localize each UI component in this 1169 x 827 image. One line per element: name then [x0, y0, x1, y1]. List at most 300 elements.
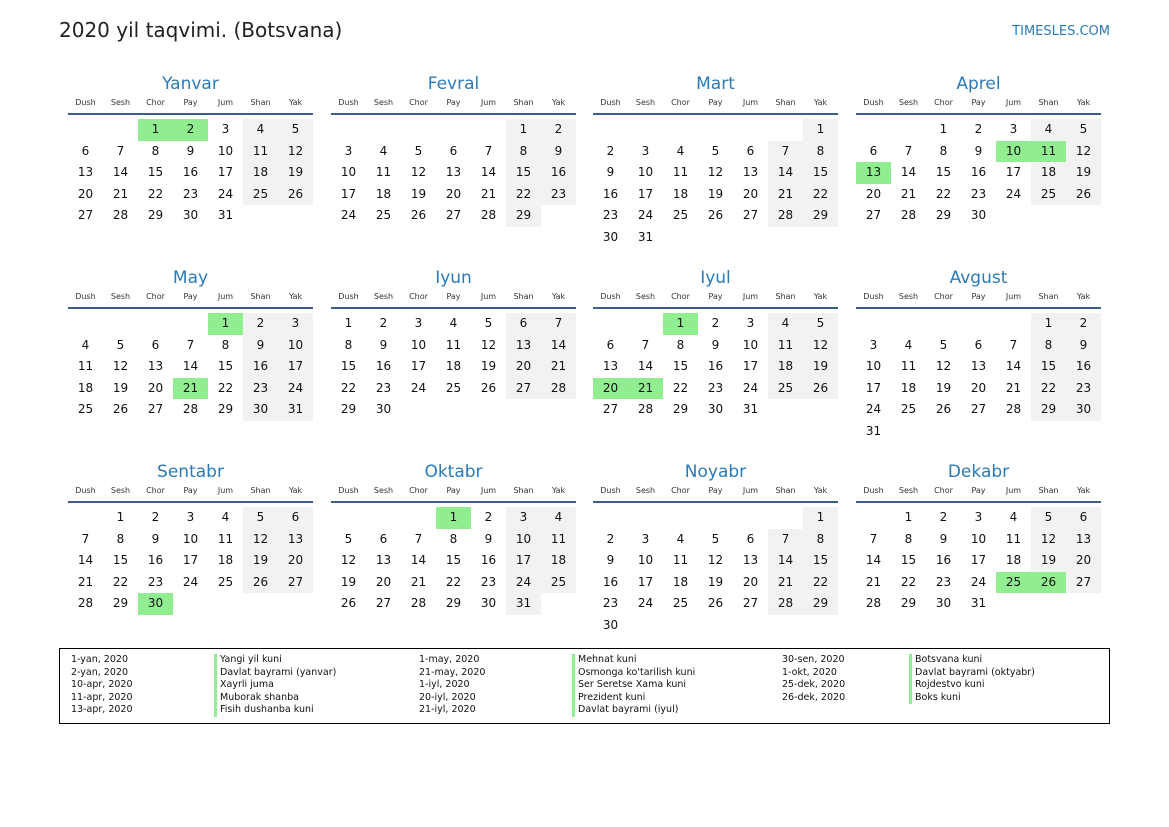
day-cell: 20: [506, 356, 541, 378]
legend-date: 11-apr, 2020: [71, 691, 133, 703]
day-cell: 22: [217, 380, 234, 395]
day-cell: 24: [182, 574, 199, 589]
day-cell: 2: [541, 119, 576, 141]
day-cell: 21: [77, 574, 94, 589]
day-cell: 24: [506, 572, 541, 594]
day-cell: 18: [77, 380, 94, 395]
day-cell: 12: [707, 553, 724, 568]
weekday-name: Shan: [1038, 292, 1059, 301]
day-cell: 16: [541, 162, 576, 184]
day-cell: 16: [480, 553, 497, 568]
day-cell: 20: [742, 574, 759, 589]
day-cell: 3: [186, 510, 195, 524]
day-cell: 7: [1009, 337, 1018, 352]
weekday-name: Sesh: [373, 98, 394, 107]
day-cell: 25: [445, 380, 462, 395]
weekday-name: Sesh: [898, 486, 919, 495]
day-cell: 18: [217, 553, 234, 568]
legend-holiday-name: Davlat bayrami (yanvar): [214, 667, 336, 680]
day-grid: [68, 313, 313, 421]
day-cell: 27: [445, 208, 462, 223]
legend-date: 1-iyl, 2020: [419, 679, 470, 690]
legend-date: 13-apr, 2020: [71, 704, 133, 715]
empty-cell: [68, 313, 103, 335]
day-cell: 14: [637, 359, 654, 374]
day-cell: 19: [243, 550, 278, 572]
empty-cell: [593, 119, 628, 141]
month-dekabr: [856, 462, 1101, 615]
day-cell: 8: [1031, 335, 1066, 357]
day-cell: 18: [768, 356, 803, 378]
holiday-day-cell: 13: [856, 162, 891, 184]
weekday-name: Jum: [480, 292, 497, 301]
day-cell: 5: [278, 119, 313, 141]
holiday-day-cell: 21: [628, 378, 663, 400]
day-cell: 10: [865, 359, 882, 374]
weekday-name: Shan: [250, 98, 271, 107]
day-cell: 15: [672, 359, 689, 374]
day-cell: 2: [711, 316, 720, 330]
weekday-header: [68, 290, 313, 309]
day-cell: 6: [974, 337, 983, 352]
day-cell: 7: [186, 337, 195, 352]
holiday-legend: [59, 648, 1110, 724]
day-cell: 3: [974, 510, 983, 524]
day-cell: 22: [1031, 378, 1066, 400]
day-cell: 14: [480, 165, 497, 180]
day-cell: 7: [541, 313, 576, 335]
day-cell: 29: [217, 402, 234, 417]
weekday-name: Chor: [409, 486, 428, 495]
weekday-name: Pay: [708, 486, 723, 495]
day-cell: 5: [803, 313, 838, 335]
day-grid: [331, 119, 576, 227]
empty-cell: [471, 119, 506, 141]
day-cell: 11: [445, 337, 462, 352]
day-cell: 17: [182, 553, 199, 568]
day-cell: 20: [77, 186, 94, 201]
empty-cell: [138, 313, 173, 335]
empty-cell: [698, 507, 733, 529]
day-cell: 18: [672, 186, 689, 201]
weekday-name: Yak: [1076, 292, 1091, 301]
day-cell: 4: [81, 337, 90, 352]
day-cell: 3: [278, 313, 313, 335]
month-name: May: [172, 268, 209, 288]
day-grid: [331, 507, 576, 615]
legend-date: 30-sen, 2020: [782, 654, 845, 665]
day-cell: 30: [182, 208, 199, 223]
month-name: Iyun: [435, 268, 472, 288]
day-cell: 5: [344, 531, 353, 546]
day-cell: 26: [707, 208, 724, 223]
legend-date: 26-dek, 2020: [782, 691, 846, 703]
weekday-name: Pay: [183, 98, 198, 107]
holiday-day-cell: 1: [138, 119, 173, 141]
day-cell: 15: [112, 553, 129, 568]
day-grid: [68, 507, 313, 615]
day-cell: 9: [151, 531, 160, 546]
day-cell: 29: [340, 402, 357, 417]
day-cell: 15: [900, 553, 917, 568]
day-cell: 20: [445, 186, 462, 201]
weekday-name: Pay: [971, 292, 986, 301]
day-cell: 13: [375, 553, 392, 568]
weekday-name: Dush: [75, 98, 96, 107]
day-cell: 27: [375, 596, 392, 611]
weekday-name: Chor: [671, 292, 690, 301]
day-cell: 21: [865, 574, 882, 589]
day-cell: 5: [243, 507, 278, 529]
day-cell: 23: [147, 574, 164, 589]
month-name: Aprel: [956, 74, 1001, 94]
day-cell: 7: [904, 143, 913, 158]
day-cell: 18: [672, 574, 689, 589]
weekday-name: Shan: [250, 486, 271, 495]
empty-cell: [628, 119, 663, 141]
weekday-name: Sesh: [110, 292, 131, 301]
day-cell: 18: [1005, 553, 1022, 568]
day-cell: 5: [484, 316, 493, 330]
day-cell: 7: [414, 531, 423, 546]
empty-cell: [926, 313, 961, 335]
day-cell: 16: [602, 574, 619, 589]
day-cell: 8: [904, 531, 913, 546]
day-cell: 20: [375, 574, 392, 589]
day-cell: 18: [375, 186, 392, 201]
day-cell: 2: [606, 143, 615, 158]
day-cell: 8: [151, 143, 160, 158]
day-grid: [856, 119, 1101, 227]
day-cell: 31: [637, 229, 654, 244]
weekday-name: Yak: [813, 486, 828, 495]
day-cell: 28: [182, 402, 199, 417]
weekday-name: Pay: [971, 98, 986, 107]
empty-cell: [628, 313, 663, 335]
legend-date: 20-iyl, 2020: [419, 691, 476, 703]
day-cell: 22: [803, 184, 838, 206]
day-cell: 16: [602, 186, 619, 201]
day-cell: 13: [278, 529, 313, 551]
empty-cell: [856, 507, 891, 529]
empty-cell: [436, 119, 471, 141]
weekday-name: Sesh: [635, 98, 656, 107]
weekday-name: Chor: [671, 486, 690, 495]
day-cell: 17: [637, 186, 654, 201]
empty-cell: [103, 119, 138, 141]
day-cell: 13: [77, 165, 94, 180]
day-cell: 1: [939, 122, 948, 136]
day-cell: 27: [742, 208, 759, 223]
day-cell: 25: [375, 208, 392, 223]
day-cell: 10: [637, 553, 654, 568]
day-cell: 17: [340, 186, 357, 201]
legend-names: [214, 654, 336, 717]
day-cell: 4: [221, 510, 230, 524]
day-cell: 16: [147, 553, 164, 568]
weekday-name: Dush: [600, 98, 621, 107]
empty-cell: [856, 119, 891, 141]
day-cell: 14: [77, 553, 94, 568]
day-cell: 3: [344, 143, 353, 158]
empty-cell: [331, 507, 366, 529]
day-cell: 31: [217, 208, 234, 223]
weekday-name: Shan: [250, 292, 271, 301]
day-cell: 2: [1066, 313, 1101, 335]
day-cell: 7: [768, 529, 803, 551]
weekday-name: Chor: [146, 292, 165, 301]
day-cell: 29: [803, 205, 838, 227]
day-cell: 11: [77, 359, 94, 374]
day-cell: 24: [637, 596, 654, 611]
day-cell: 29: [900, 596, 917, 611]
day-cell: 23: [602, 208, 619, 223]
empty-cell: [401, 507, 436, 529]
day-cell: 27: [865, 208, 882, 223]
day-grid: [593, 119, 838, 249]
weekday-name: Jum: [217, 486, 234, 495]
weekday-name: Chor: [146, 98, 165, 107]
day-cell: 27: [602, 402, 619, 417]
weekday-name: Jum: [1005, 486, 1022, 495]
empty-cell: [768, 507, 803, 529]
day-cell: 12: [1031, 529, 1066, 551]
day-cell: 17: [865, 380, 882, 395]
day-cell: 6: [746, 531, 755, 546]
day-cell: 4: [768, 313, 803, 335]
day-cell: 11: [243, 141, 278, 163]
day-cell: 23: [182, 186, 199, 201]
day-cell: 21: [768, 184, 803, 206]
day-cell: 24: [278, 378, 313, 400]
day-cell: 17: [970, 553, 987, 568]
day-cell: 20: [865, 186, 882, 201]
day-cell: 9: [1066, 335, 1101, 357]
month-fevral: [331, 74, 576, 227]
day-cell: 27: [1066, 572, 1101, 594]
legend-names: [909, 654, 1035, 704]
day-cell: 12: [410, 165, 427, 180]
weekday-name: Yak: [288, 98, 303, 107]
weekday-name: Dush: [863, 98, 884, 107]
day-cell: 26: [243, 572, 278, 594]
day-cell: 16: [970, 165, 987, 180]
day-cell: 19: [707, 574, 724, 589]
day-cell: 4: [1031, 119, 1066, 141]
empty-cell: [68, 119, 103, 141]
day-cell: 17: [217, 165, 234, 180]
legend-dates: [419, 654, 485, 717]
day-cell: 17: [1005, 165, 1022, 180]
weekday-name: Jum: [742, 486, 759, 495]
day-cell: 4: [904, 337, 913, 352]
day-cell: 12: [803, 335, 838, 357]
day-cell: 11: [217, 531, 234, 546]
day-cell: 10: [340, 165, 357, 180]
day-cell: 9: [939, 531, 948, 546]
day-grid: [593, 507, 838, 637]
day-cell: 24: [1005, 186, 1022, 201]
day-cell: 16: [375, 359, 392, 374]
day-cell: 28: [1005, 402, 1022, 417]
day-cell: 6: [506, 313, 541, 335]
day-cell: 21: [410, 574, 427, 589]
weekday-name: Chor: [934, 486, 953, 495]
day-cell: 2: [606, 531, 615, 546]
site-link[interactable]: TIMESLES.COM: [1012, 24, 1110, 39]
weekday-name: Jum: [742, 98, 759, 107]
legend-holiday-name: Xayrli juma: [214, 679, 336, 692]
day-cell: 14: [410, 553, 427, 568]
holiday-day-cell: 2: [173, 119, 208, 141]
day-cell: 29: [672, 402, 689, 417]
day-cell: 3: [641, 531, 650, 546]
weekday-name: Pay: [971, 486, 986, 495]
day-cell: 11: [672, 165, 689, 180]
day-cell: 2: [379, 316, 388, 330]
day-cell: 6: [1066, 507, 1101, 529]
day-cell: 24: [637, 208, 654, 223]
weekday-name: Pay: [708, 292, 723, 301]
day-cell: 25: [768, 378, 803, 400]
day-cell: 26: [707, 596, 724, 611]
day-cell: 10: [278, 335, 313, 357]
day-cell: 12: [707, 165, 724, 180]
day-cell: 5: [711, 143, 720, 158]
day-cell: 6: [379, 531, 388, 546]
day-cell: 8: [676, 337, 685, 352]
day-cell: 15: [340, 359, 357, 374]
day-cell: 18: [1031, 162, 1066, 184]
day-cell: 8: [506, 141, 541, 163]
day-cell: 9: [484, 531, 493, 546]
day-cell: 26: [480, 380, 497, 395]
day-cell: 13: [742, 165, 759, 180]
empty-cell: [68, 507, 103, 529]
empty-cell: [331, 119, 366, 141]
day-cell: 29: [147, 208, 164, 223]
month-name: Noyabr: [684, 462, 747, 482]
day-cell: 5: [1031, 507, 1066, 529]
weekday-name: Yak: [551, 98, 566, 107]
day-cell: 25: [900, 402, 917, 417]
legend-holiday-name: Osmonga ko'tarilish kuni: [572, 667, 695, 680]
day-cell: 28: [480, 208, 497, 223]
day-cell: 14: [541, 335, 576, 357]
day-cell: 4: [1009, 510, 1018, 524]
empty-cell: [733, 507, 768, 529]
day-cell: 8: [344, 337, 353, 352]
month-name: Iyul: [700, 268, 731, 288]
day-cell: 28: [900, 208, 917, 223]
day-cell: 9: [541, 141, 576, 163]
legend-date: 1-okt, 2020: [782, 666, 837, 678]
day-cell: 23: [480, 574, 497, 589]
day-cell: 22: [803, 572, 838, 594]
day-cell: 11: [1005, 531, 1022, 546]
day-cell: 26: [340, 596, 357, 611]
weekday-header: [856, 96, 1101, 115]
weekday-name: Dush: [338, 486, 359, 495]
day-cell: 10: [637, 165, 654, 180]
legend-holiday-name: Prezident kuni: [572, 692, 695, 705]
holiday-day-cell: 1: [436, 507, 471, 529]
day-cell: 7: [81, 531, 90, 546]
legend-holiday-name: Davlat bayrami (oktyabr): [909, 667, 1035, 680]
weekday-header: [856, 290, 1101, 309]
weekday-name: Sesh: [635, 292, 656, 301]
day-cell: 13: [506, 335, 541, 357]
day-cell: 1: [1031, 313, 1066, 335]
weekday-name: Chor: [934, 98, 953, 107]
empty-cell: [173, 313, 208, 335]
weekday-header: [331, 96, 576, 115]
day-cell: 2: [484, 510, 493, 524]
weekday-name: Pay: [183, 486, 198, 495]
day-cell: 6: [606, 337, 615, 352]
day-cell: 26: [803, 378, 838, 400]
weekday-name: Pay: [446, 292, 461, 301]
day-cell: 13: [602, 359, 619, 374]
weekday-name: Pay: [183, 292, 198, 301]
day-cell: 10: [742, 337, 759, 352]
day-cell: 7: [641, 337, 650, 352]
weekday-name: Chor: [146, 486, 165, 495]
weekday-name: Dush: [338, 98, 359, 107]
month-name: Dekabr: [947, 462, 1010, 482]
legend-holiday-name: Davlat bayrami (iyul): [572, 704, 695, 717]
day-cell: 23: [375, 380, 392, 395]
empty-cell: [366, 507, 401, 529]
day-cell: 25: [1031, 184, 1066, 206]
empty-cell: [593, 507, 628, 529]
day-cell: 23: [935, 574, 952, 589]
legend-date: 21-may, 2020: [419, 666, 486, 678]
day-cell: 19: [803, 356, 838, 378]
day-cell: 18: [541, 550, 576, 572]
legend-date: 2-yan, 2020: [71, 666, 128, 678]
day-cell: 12: [112, 359, 129, 374]
day-cell: 9: [711, 337, 720, 352]
month-name: Yanvar: [162, 74, 219, 94]
month-name: Sentabr: [157, 462, 224, 482]
day-cell: 10: [217, 143, 234, 158]
day-cell: 3: [506, 507, 541, 529]
day-grid: [593, 313, 838, 421]
day-cell: 26: [1066, 184, 1101, 206]
day-cell: 14: [865, 553, 882, 568]
day-cell: 30: [602, 229, 619, 244]
day-cell: 23: [707, 380, 724, 395]
day-cell: 1: [344, 316, 353, 330]
day-cell: 19: [278, 162, 313, 184]
day-cell: 1: [506, 119, 541, 141]
weekday-name: Dush: [600, 486, 621, 495]
day-cell: 22: [340, 380, 357, 395]
month-name: Avgust: [949, 268, 1008, 288]
day-grid: [331, 313, 576, 421]
weekday-name: Shan: [1038, 486, 1059, 495]
day-cell: 15: [1031, 356, 1066, 378]
day-cell: 4: [449, 316, 458, 330]
day-cell: 12: [243, 529, 278, 551]
legend-dates: [71, 654, 133, 717]
day-cell: 10: [182, 531, 199, 546]
day-cell: 21: [900, 186, 917, 201]
day-cell: 14: [1005, 359, 1022, 374]
day-cell: 15: [445, 553, 462, 568]
month-noyabr: [593, 462, 838, 637]
